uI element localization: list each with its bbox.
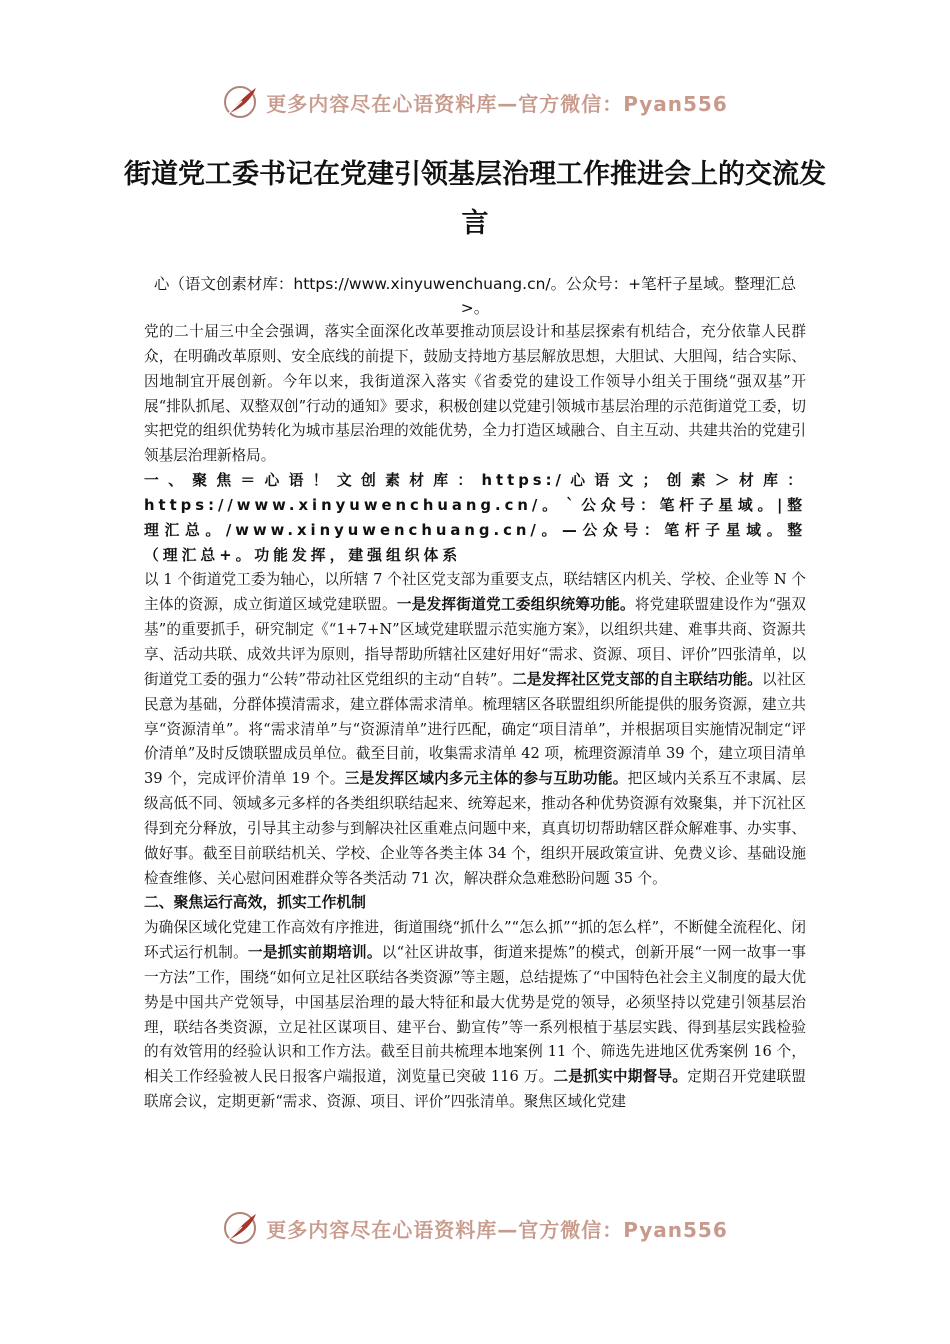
section-heading-1: 一、聚焦＝心语！文创素材库：https:/心语文；创素＞材库：https://www.xinyuwenchuang.cn/。｀公众号：笔杆子星域。|整理汇总。/www.xinyuwenchuang.cn/。—公众号：笔杆子星域。整（理汇总+。功能发挥，建强组织体系 (144, 472, 806, 564)
section-1-text: 将党建联盟建设作为“强双基”的重要抓手，研究制定《“1+7+N”区域党建联盟示范实施方案》，以组织共建、难事共商、资源共享、活动共联、成效共评为原则，指导帮助所辖社区建好用好“需求、资源、项目、评价”四张清单，以街道党工委的强力“公转”带动社区党组织的主动“自转”。 (144, 596, 806, 688)
section-2-text: 定期召开党建联盟联席会议，定期更新“需求、资源、项目、评价”四张清单。聚焦区域化党建 (144, 1068, 806, 1111)
section-2-text: 为确保区域化党建工作高效有序推进，街道围绕“抓什么”“怎么抓”“抓的怎么样”，不断健全流程化、闭环式运行机制。 (144, 919, 806, 962)
watermark-text: 更多内容尽在心语资料库—官方微信：Pyan556 (266, 1217, 728, 1242)
section-1-text: 以 1 个街道党工委为轴心，以所辖 7 个社区党支部为重要支点，联结辖区内机关、学校、企业等 N 个主体的资源，成立街道区域党建联盟。 (144, 571, 806, 614)
intro-paragraph: 党的二十届三中全会强调，落实全面深化改革要推动顶层设计和基层探索有机结合，充分依靠人民群众，在明确改革原则、安全底线的前提下，鼓励支持地方基层解放思想，大胆试、大胆闯，结合实际、因地制宜开展创新。今年以来，我街道深入落实《省委党的建设工作领导小组关于围绕“强双基”开展“排队抓尾、双整双创”行动的通知》要求，积极创建以党建引领城市基层治理的示范街道党工委，切实把党的组织优势转化为城市基层治理的效能优势，全力打造区域融合、自主互动、共建共治的党建引领基层治理新格局。 (144, 323, 806, 465)
watermark-text: 更多内容尽在心语资料库—官方微信：Pyan556 (266, 91, 728, 116)
section-1-paragraph (144, 568, 806, 891)
section-1-point-2: 二是发挥社区党支部的自主联结功能。 (512, 670, 762, 688)
watermark-banner-top (0, 82, 950, 122)
section-2-point-2: 二是抓实中期督导。 (553, 1068, 688, 1086)
section-2-point-1: 一是抓实前期培训。 (248, 944, 382, 962)
section-heading-2: 二、聚焦运行高效，抓实工作机制 (144, 894, 366, 912)
quill-pen-icon (222, 1210, 260, 1246)
section-1-text: 以社区民意为基础，分群体摸清需求，建立群体需求清单。梳理辖区各联盟组织所能提供的服务资源，建立共享“资源清单”。将“需求清单”与“资源清单”进行匹配，确定“项目清单”，并根据项目实施情况制定“评价清单”及时反馈联盟成员单位。截至目前，收集需求清单 42 项，梳理资源清单 39 个，建立项目清单 39 个，完成评价清单 19 个。 (144, 670, 806, 788)
page-title: 街道党工委书记在党建引领基层治理工作推进会上的交流发言 (124, 159, 826, 239)
document-body (144, 320, 806, 1115)
section-1-point-3: 三是发挥区域内多元主体的参与互助功能。 (344, 770, 628, 788)
watermark-banner-bottom (0, 1208, 950, 1248)
section-2-paragraph (144, 916, 806, 1115)
section-2-text: 以“社区讲故事，街道来提炼”的模式，创新开展“一网一故事一事一方法”工作，围绕“如何立足社区联结各类资源”等主题，总结提炼了“中国特色社会主义制度的最大优势是中国共产党领导，中国基层治理的最大特征和最大优势是党的领导，必须坚持以党建引领基层治理，联结各类资源，立足社区谋项目、建平台、勤宣传”等一系列根植于基层实践、得到基层实践检验的有效管用的经验认识和工作方法。截至目前共梳理本地案例 11 个、筛选先进地区优秀案例 16 个，相关工作经验被人民日报客户端报道，浏览量已突破 116 万。 (144, 944, 806, 1086)
quill-pen-icon (222, 84, 260, 120)
section-1-point-1: 一是发挥街道党工委组织统筹功能。 (396, 596, 635, 614)
source-note: 心（语文创素材库：https://www.xinyuwenchuang.cn/。公众号：+笔杆子星域。整理汇总>。 (153, 275, 797, 317)
section-1-text: 把区域内关系互不隶属、层级高低不同、领域多元多样的各类组织联结起来、统筹起来，推动各种优势资源有效聚集，并下沉社区得到充分释放，引导其主动参与到解决社区重难点问题中来，真真切切帮助辖区群众解难事、办实事、做好事。截至目前联结机关、学校、企业等各类主体 34 个，组织开展政策宣讲、免费义诊、基础设施检查维修、关心慰问困难群众等各类活动 71 次，解决群众急难愁盼问题 35 个。 (144, 770, 806, 887)
